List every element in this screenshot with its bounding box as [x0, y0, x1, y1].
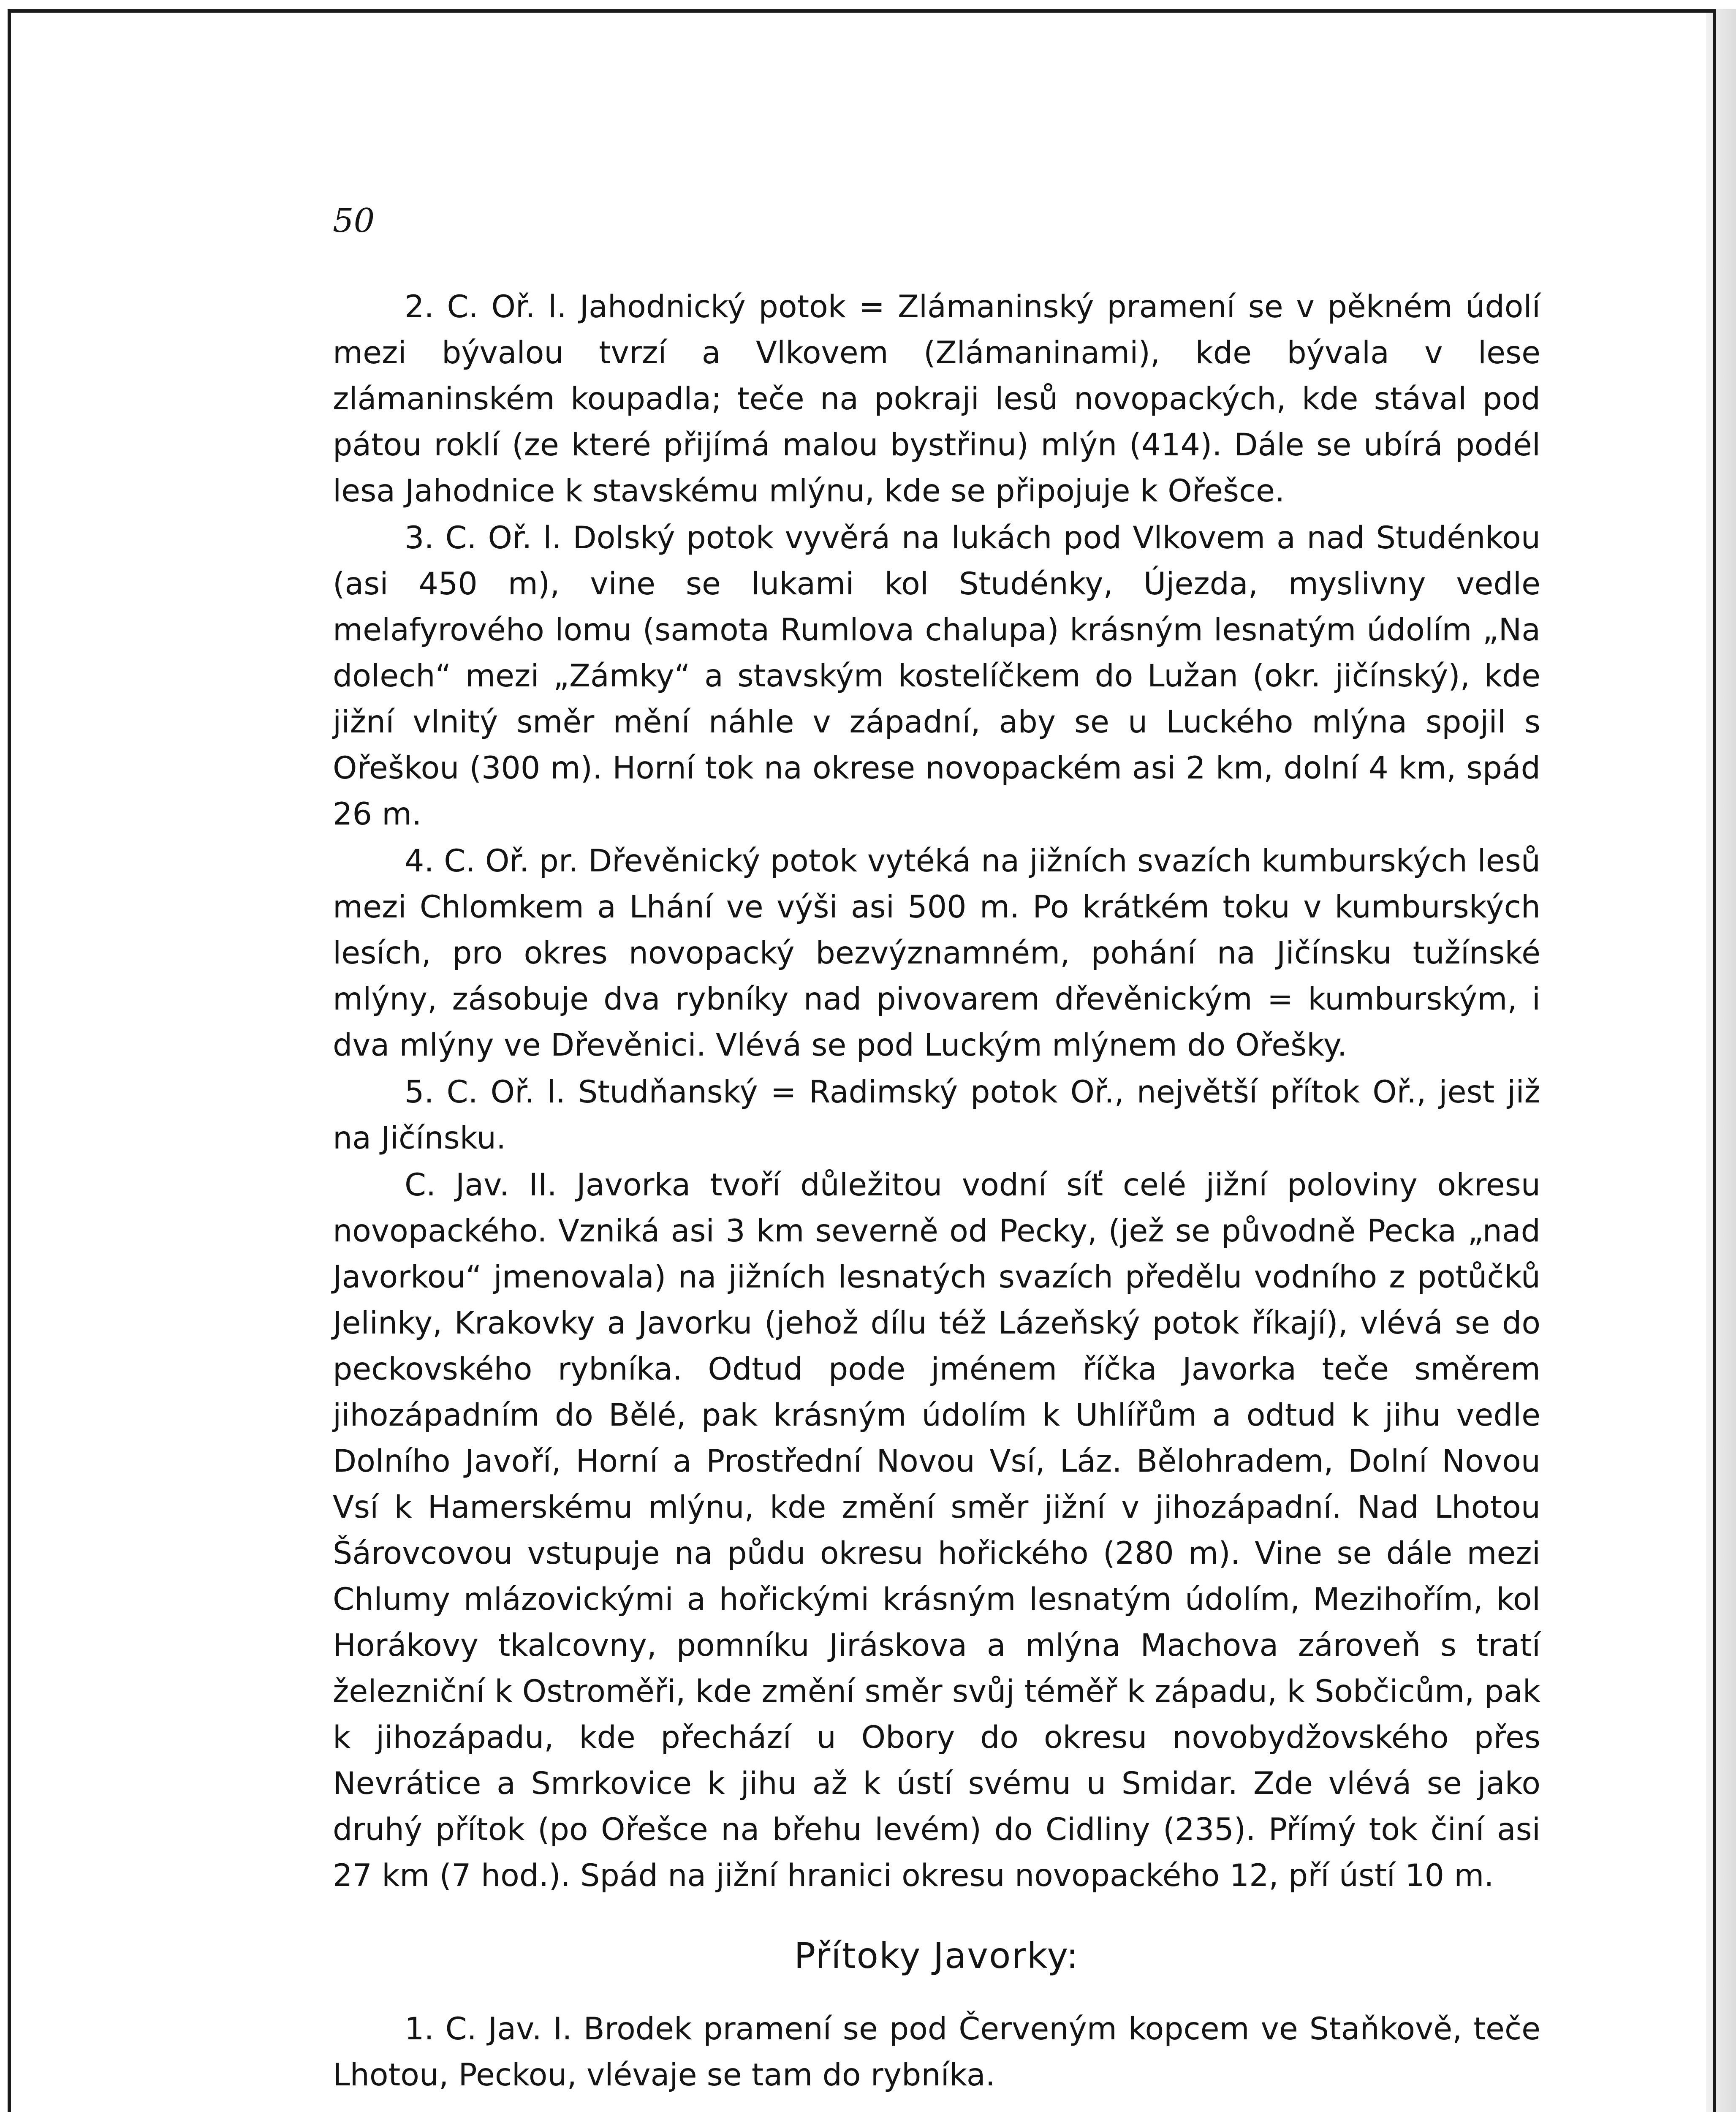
section-heading-pritoky-javorky: Přítoky Javorky: [794, 1935, 1079, 1976]
paragraph-dolsky-potok: 3. C. Oř. l. Dolský potok vyvěrá na lukách pod Vlkovem a nad Studénkou (asi 450 m), vine se lukami kol Studénky, Újezda, myslivny vedle melafyrového lomu (samota Rumlova chalupa) krásným lesnatým údolím „Na dolech“ mezi „Zámky“ a stavským kostelíčkem do Lužan (okr. jičínský), kde jižní vlnitý směr mění náhle v západní, aby se u Luckého mlýna spojil s Ořeškou (300 m). Horní tok na okrese novopackém asi 2 km, dolní 4 km, spád 26 m. [333, 520, 1540, 832]
paragraph-javorka: C. Jav. II. Javorka tvoří důležitou vodní síť celé jižní poloviny okresu novopackého. Vzniká asi 3 km severně od Pecky, (jež se původně Pecka „nad Javorkou“ jmenovala) na jižních lesnatých svazích předělu vodního z potůčků Jelinky, Krakovky a Javorku (jehož dílu též Lázeňský potok říkají), vlévá se do peckovského rybníka. Odtud pode jménem říčka Javorka teče směrem jihozápadním do Bělé, pak krásným údolím k Uhlířům a odtud k jihu vedle Dolního Javoří, Horní a Prostřední Novou Vsí, Láz. Bělohradem, Dolní Novou Vsí k Hamerskému mlýnu, kde změní směr jižní v jihozápadní. Nad Lhotou Šárovcovou vstupuje na půdu okresu hořického (280 m). Vine se dále mezi Chlumy mlázovickými a hořickými krásným lesnatým údolím, Mezihořím, kol Horákovy tkalcovny, pomníku Jiráskova a mlýna Machova zároveň s tratí železniční k Ostroměři, kde změní směr svůj téměř k západu, k Sobčicům, pak k jihozápadu, kde přechází u Obory do okresu novobydžovského přes Nevrátice a Smrkovice k jihu až k ústí svému u Smidar. Zde vlévá se jako druhý přítok (po Ořešce na břehu levém) do Cidliny (235). Přímý tok činí asi 27 km (7 hod.). Spád na jižní hranici okresu novopackého 12, pří ústí 10 m. [333, 1167, 1540, 1894]
page-number: 50 [333, 202, 375, 240]
paragraph-jahodnicky-potok: 2. C. Oř. l. Jahodnický potok = Zlámaninský pramení se v pěkném údolí mezi bývalou tvrzí a Vlkovem (Zlámaninami), kde bývala v lese zlámaninském koupadla; teče na pokraji lesů novopackých, kde stával pod pátou roklí (ze které přijímá malou bystřinu) mlýn (414). Dále se ubírá podél lesa Jahodnice k stavskému mlýnu, kde se připojuje k Ořešce. [333, 289, 1540, 509]
text-body [333, 284, 1540, 2099]
paragraph-drevenicky-potok: 4. C. Oř. pr. Dřevěnický potok vytéká na jižních svazích kumburských lesů mezi Chlomkem a Lhání ve výši asi 500 m. Po krátkém toku v kumburských lesích, pro okres novopacký bezvýznamném, pohání na Jičínsku tužínské mlýny, zásobuje dva rybníky nad pivovarem dřevěnickým = kumburským, i dva mlýny ve Dřevěnici. Vlévá se pod Luckým mlýnem do Ořešky. [333, 843, 1540, 1063]
paragraph-studnansky-potok: 5. C. Oř. l. Studňanský = Radimský potok Oř., největší přítok Oř., jest již na Jičínsku. [333, 1074, 1540, 1156]
paragraph-brodek: 1. C. Jav. I. Brodek pramení se pod Červeným kopcem ve Staňkově, teče Lhotou, Peckou, vlévaje se tam do rybníka. [333, 2011, 1540, 2093]
